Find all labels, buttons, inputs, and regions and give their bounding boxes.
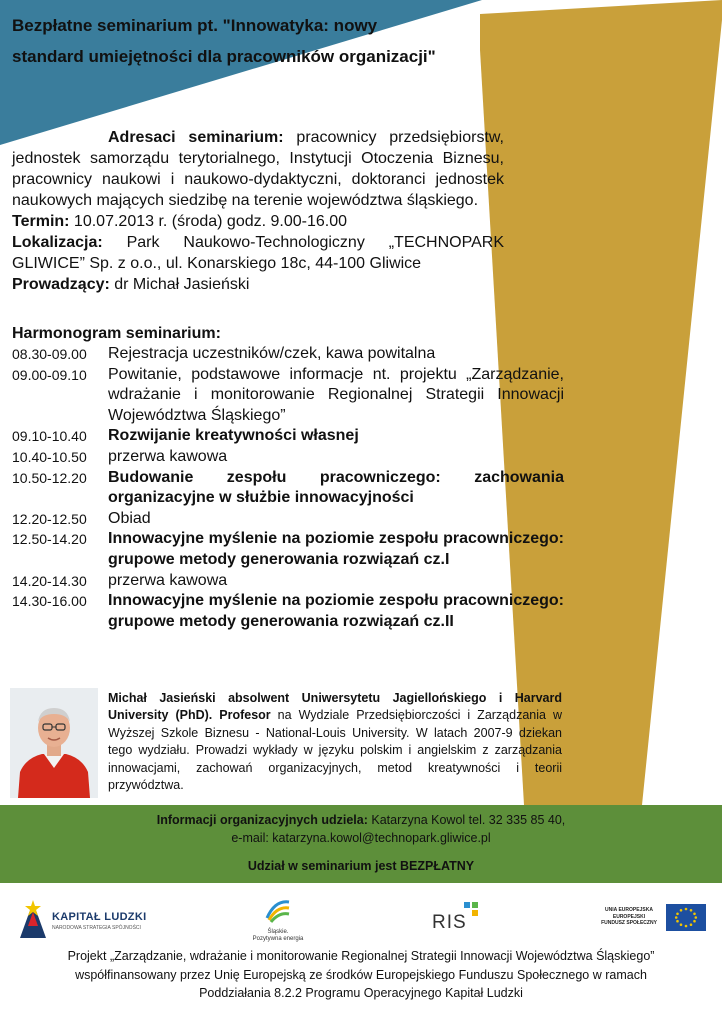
schedule-description: Innowacyjne myślenie na poziomie zespołu pracowniczego: grupowe metody generowania rozwiązań cz.II	[108, 592, 564, 630]
ue-efs-logo	[594, 902, 710, 936]
contact-info	[0, 811, 722, 847]
harmonogram-title: Harmonogram seminarium:	[12, 325, 221, 342]
ue-text: UNIA EUROPEJSKA EUROPEJSKI FUNDUSZ SPOŁECZNY	[601, 907, 657, 926]
footer-line-1: Projekt „Zarządzanie, wdrażanie i monitorowanie Regionalnej Strategii Innowacji Województwa Śląskiego”	[67, 949, 655, 963]
speaker-photo	[10, 688, 98, 798]
schedule-description: Powitanie, podstawowe informacje nt. projektu „Zarządzanie, wdrażanie i monitorowanie Regionalnej Strategii Innowacji Województwa Śląskiego”	[108, 365, 564, 424]
page-title: Bezpłatne seminarium pt. "Innowatyka: nowy standard umiejętności dla pracowników organizacji"	[12, 16, 436, 66]
contact-person: Katarzyna Kowol tel. 32 335 85 40,	[367, 813, 566, 827]
schedule-time: 09.10-10.40	[12, 428, 87, 445]
lokalizacja-text: Park Naukowo-Technologiczny „TECHNOPARK GLIWICE” Sp. z o.o., ul. Konarskiego 18c, 44-100 Gliwice	[12, 234, 504, 272]
schedule-row	[12, 571, 564, 592]
schedule-description: Rozwijanie kreatywności własnej	[108, 427, 359, 445]
schedule-row	[12, 529, 564, 570]
contact-email[interactable]: e-mail: katarzyna.kowol@technopark.gliwice.pl	[231, 831, 491, 845]
adresaci-text: pracownicy przedsiębiorstw, jednostek samorządu terytorialnego, Instytucji Otoczenia Biznesu, pracownicy naukowi i naukowo-dydaktyczni, doktoranci jednostek naukowych mających siedzibę na terenie województwa śląskiego.	[12, 129, 504, 209]
schedule-row	[12, 426, 564, 447]
schedule-description: Rejestracja uczestników/czek, kawa powitalna	[108, 345, 436, 362]
logo-strip	[0, 890, 722, 946]
schedule-row	[12, 344, 564, 365]
schedule-time: 09.00-09.10	[12, 366, 87, 383]
eu-flag-icon	[666, 904, 706, 931]
speaker-bio	[108, 690, 562, 794]
schedule-time: 10.50-12.20	[12, 469, 87, 486]
contact-label: Informacji organizacyjnych udziela:	[156, 813, 368, 827]
schedule-time: 14.30-16.00	[12, 593, 87, 610]
slaskie-logo	[248, 898, 308, 946]
footer-line-3: Poddziałania 8.2.2 Programu Operacyjnego Kapitał Ludzki	[199, 986, 523, 1000]
intro-section	[12, 127, 504, 295]
schedule-list	[12, 344, 564, 632]
schedule-time: 08.30-09.00	[12, 346, 87, 362]
schedule-row	[12, 447, 564, 468]
kapital-ludzki-logo	[16, 898, 156, 942]
kapital-ludzki-text: KAPITAŁ LUDZKI	[52, 911, 147, 923]
schedule-row	[12, 591, 564, 632]
termin-text: 10.07.2013 r. (środa) godz. 9.00-16.00	[69, 213, 348, 230]
ris-logo	[430, 900, 490, 940]
ris-text: RIS	[432, 912, 467, 933]
slaskie-sub: Pozytywna energia	[252, 936, 304, 942]
schedule-description: przerwa kawowa	[108, 571, 228, 589]
schedule-description: Innowacyjne myślenie na poziomie zespołu pracowniczego: grupowe metody generowania rozwiązań cz.I	[108, 530, 564, 568]
termin-label: Termin:	[12, 213, 70, 230]
project-footer	[0, 947, 722, 1003]
lokalizacja-label: Lokalizacja:	[12, 234, 103, 251]
bio-text: na Wydziale Przedsiębiorczości i Zarządzania w Wyższej Szkole Biznesu - National-Louis University. W latach 2007-9 dziekan tego wydziału. Prowadzi wykłady w języku polskim i angielskim z zarządzania innowacjami, zachowań organizacyjnych, metod kreatywności i teorii przywództwa.	[108, 708, 563, 793]
footer-line-2: współfinansowany przez Unię Europejską ze środków Europejskiego Funduszu Społecznego w ramach	[75, 967, 647, 982]
kapital-ludzki-sub: NARODOWA STRATEGIA SPÓJNOŚCI	[52, 925, 141, 931]
schedule-description: Budowanie zespołu pracowniczego: zachowania organizacyjne w służbie innowacyjności	[108, 468, 564, 507]
schedule-row	[12, 509, 564, 530]
schedule-time: 12.50-14.20	[12, 531, 87, 548]
prowadzacy-text: dr Michał Jasieński	[109, 276, 250, 293]
slaskie-text: Śląskie.	[267, 929, 289, 935]
free-participation-note: Udział w seminarium jest BEZPŁATNY	[247, 859, 475, 873]
prowadzacy-label: Prowadzący:	[12, 276, 110, 293]
schedule-description: przerwa kawowa	[108, 447, 228, 465]
adresaci-label: Adresaci seminarium:	[108, 129, 284, 146]
schedule-row	[12, 468, 564, 509]
schedule-row	[12, 365, 564, 427]
schedule-time: 14.20-14.30	[12, 572, 87, 589]
schedule-time: 12.20-12.50	[12, 510, 87, 527]
schedule-time: 10.40-10.50	[12, 448, 87, 465]
bio-name: Michał Jasieński absolwent Uniwersytetu Jagiellońskiego i Harvard University (PhD). Profesor	[108, 691, 562, 723]
schedule-description: Obiad	[108, 509, 151, 527]
